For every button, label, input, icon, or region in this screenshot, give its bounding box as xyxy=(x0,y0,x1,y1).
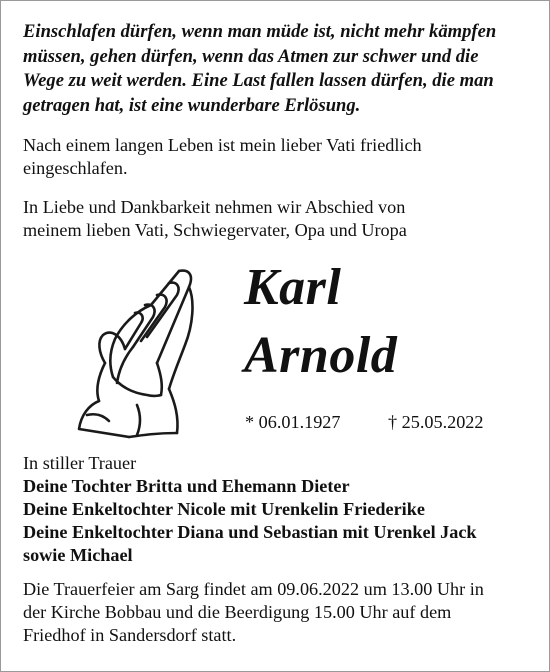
death-date: † 25.05.2022 xyxy=(388,412,484,432)
poem-line: getragen hat, ist eine wunderbare Erlösung. xyxy=(23,94,361,116)
funeral-line: der Kirche Bobbau und die Beerdigung 15.00 Uhr auf dem xyxy=(23,602,452,622)
funeral-line: Die Trauerfeier am Sarg findet am 09.06.2022 um 13.00 Uhr in xyxy=(23,579,484,599)
mourner-line: Deine Tochter Britta und Ehemann Dieter xyxy=(23,476,350,496)
praying-hands-icon xyxy=(29,265,201,443)
mourners-heading: In stiller Trauer xyxy=(23,453,137,473)
intro-line: Nach einem langen Leben ist mein lieber Vati friedlich xyxy=(23,135,422,155)
mourner-line: sowie Michael xyxy=(23,545,133,565)
farewell-line: In Liebe und Dankbarkeit nehmen wir Abschied von xyxy=(23,197,406,217)
farewell-line: meinem lieben Vati, Schwiegervater, Opa und Uropa xyxy=(23,220,407,240)
mourners-section xyxy=(23,452,477,567)
poem-line: Einschlafen dürfen, wenn man müde ist, nicht mehr kämpfen xyxy=(23,21,497,42)
deceased-last-name: Arnold xyxy=(244,327,398,384)
funeral-line: Friedhof in Sandersdorf statt. xyxy=(23,625,237,645)
poem xyxy=(23,20,533,118)
poem-line: Wege zu weit werden. Eine Last fallen lassen dürfen, die man xyxy=(23,70,494,91)
mourner-line: Deine Enkeltochter Nicole mit Urenkelin Friederike xyxy=(23,499,425,519)
mourner-line: Deine Enkeltochter Diana und Sebastian mit Urenkel Jack xyxy=(23,522,477,542)
funeral-info xyxy=(23,578,484,647)
intro-line: eingeschlafen. xyxy=(23,158,128,178)
deceased-first-name: Karl xyxy=(244,259,342,316)
intro-text xyxy=(23,134,422,180)
farewell-text xyxy=(23,196,407,242)
birth-date: * 06.01.1927 xyxy=(245,412,341,432)
poem-line: müssen, gehen dürfen, wenn das Atmen zur schwer und die xyxy=(23,45,479,67)
